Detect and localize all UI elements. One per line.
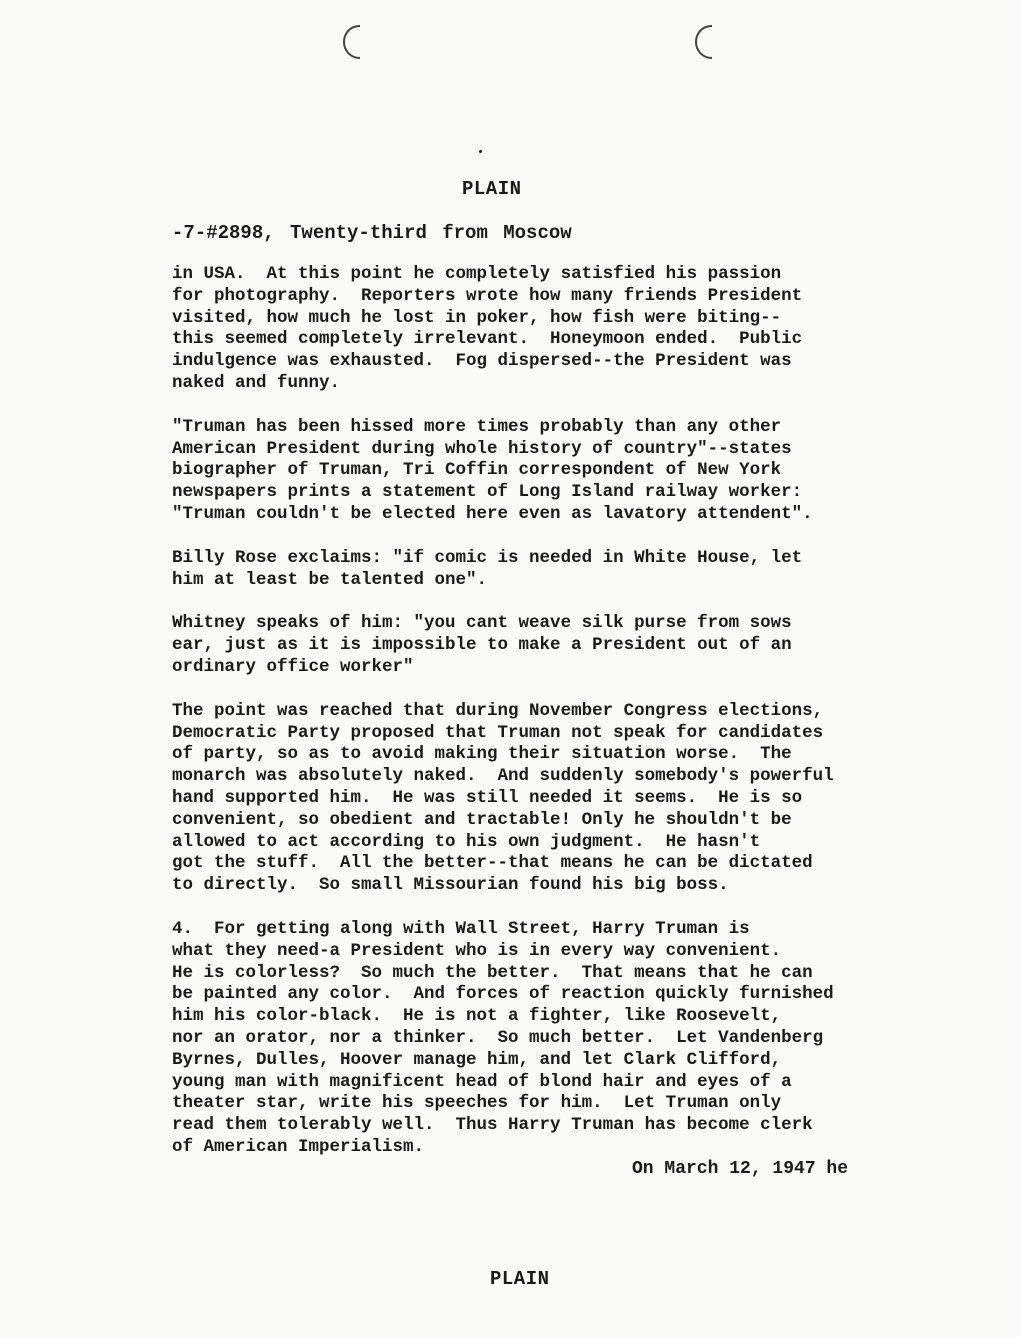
- paragraph-6: 4. For getting along with Wall Street, Harry Truman is what they need-a President who is in every way convenient. He is colorless? So much the better. That means that he can be painted any color. And forces of reaction quickly furnished him his color-black. He is not a fighter, like Roosevelt, nor an orator, nor a thinker. So much better. Let Vandenberg Byrnes, Dulles, Hoover manage him, and let Clark Clifford, young man with magnificent head of blond hair and eyes of a theater star, write his speeches for him. Let Truman only read them tolerably well. Thus Harry Truman has become clerk of American Imperialism.: [172, 918, 834, 1157]
- footer-classification: PLAIN: [490, 1268, 550, 1290]
- closing-line: On March 12, 1947 he: [632, 1159, 849, 1179]
- paragraph-5: The point was reached that during November Congress elections, Democratic Party proposed that Truman not speak for candidates of party, so as to avoid making their situation worse. The monarch was absolutely naked. And suddenly somebody's powerful hand supported him. He was still needed it seems. He is so convenient, so obedient and tractable! Only he shouldn't be allowed to act according to his own judgment. He hasn't got the stuff. All the better--that means he can be dictated to directly. So small Missourian found his big boss.: [172, 700, 834, 896]
- paragraph-2: "Truman has been hissed more times probably than any other American President during whole history of country"--states biographer of Truman, Tri Coffin correspondent of New York newspapers prints a statement of Long Island railway worker: "Truman couldn't be elected here even as lavatory attendent".: [172, 416, 813, 524]
- header-classification: PLAIN: [462, 178, 522, 200]
- speck-mark: [479, 150, 482, 153]
- paragraph-3: Billy Rose exclaims: "if comic is needed in White House, let him at least be talented one".: [172, 547, 803, 590]
- paragraph-4: Whitney speaks of him: "you cant weave silk purse from sows ear, just as it is impossible to make a President out of an ordinary office worker": [172, 613, 792, 677]
- paragraph-1: in USA. At this point he completely satisfied his passion for photography. Reporters wrote how many friends President visited, how much he lost in poker, how fish were biting-- this seemed completely irrelevant. Honeymoon ended. Public indulgence was exhausted. Fog dispersed--the President was naked and funny.: [172, 264, 803, 393]
- message-reference: -7-#2898, Twenty-third from Moscow: [172, 222, 572, 244]
- left-punch-hole-icon: [338, 22, 368, 62]
- document-body: [172, 264, 972, 1159]
- right-punch-hole-icon: [690, 22, 720, 62]
